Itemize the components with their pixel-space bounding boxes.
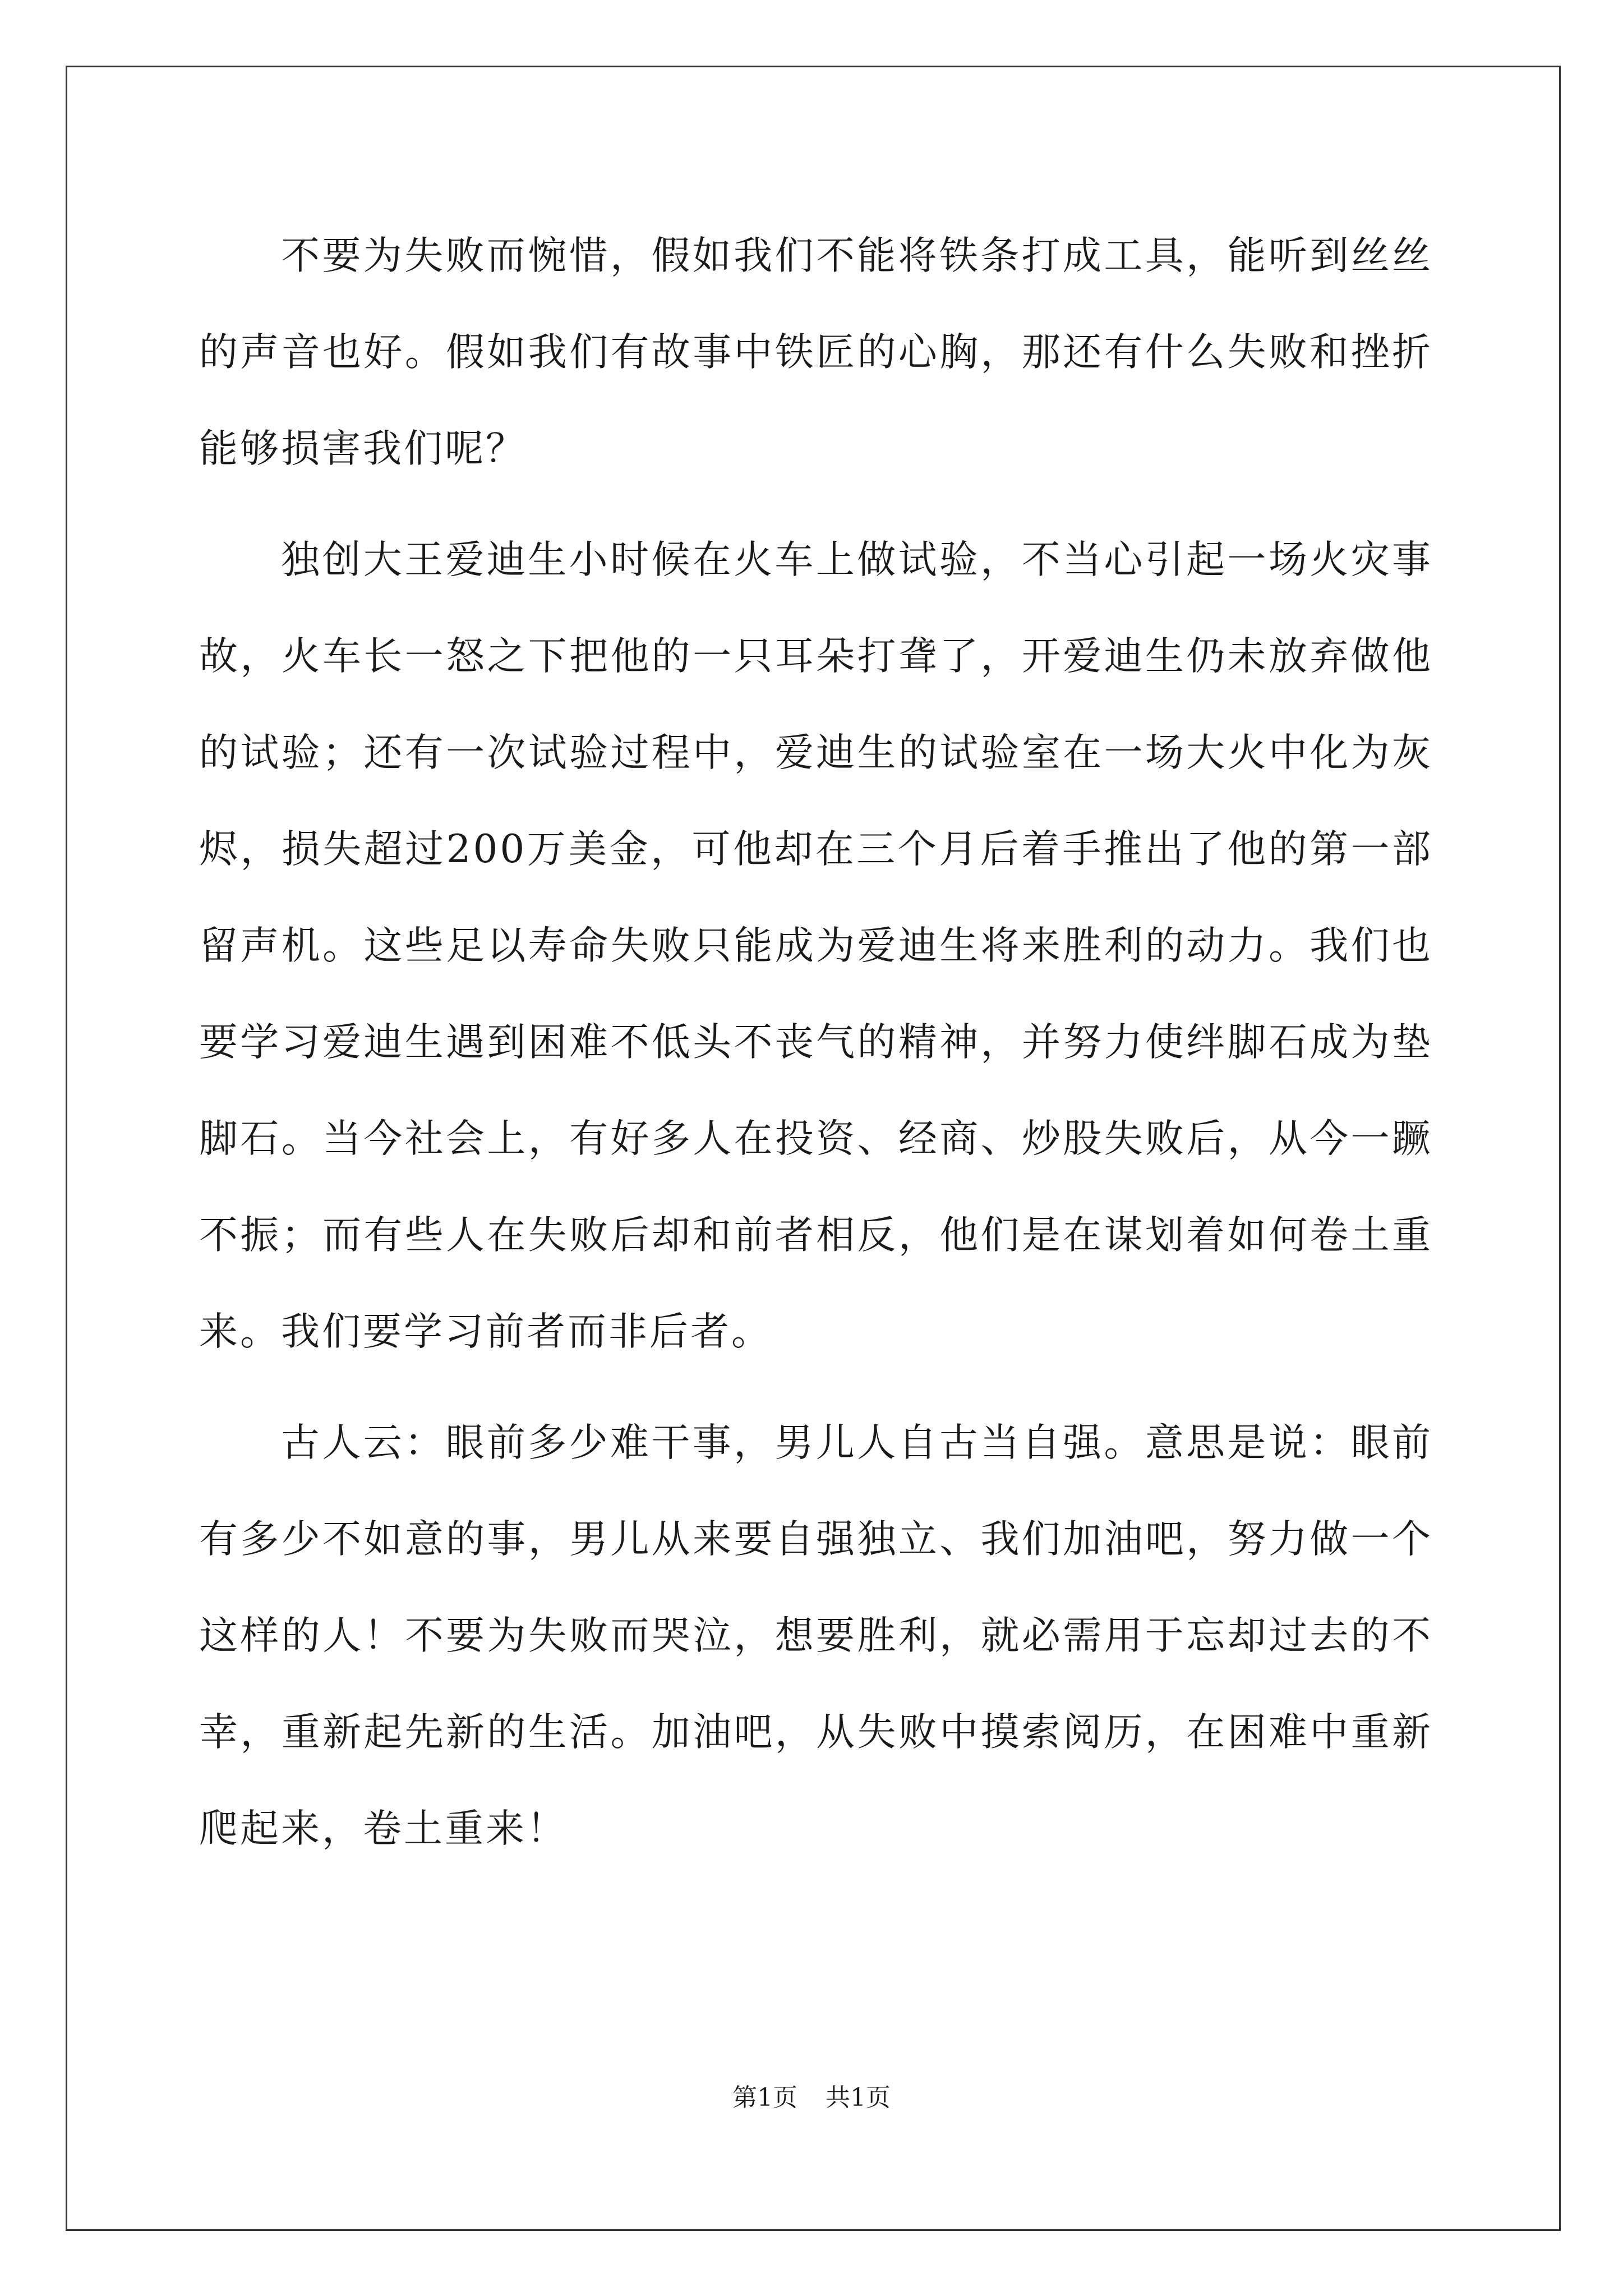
document-body <box>199 208 1433 1892</box>
paragraph-3: 古人云：眼前多少难干事，男儿人自古当自强。意思是说：眼前有多少不如意的事，男儿从来要自强独立、我们加油吧，努力做一个这样的人！不要为失败而哭泣，想要胜利，就必需用于忘却过去的不幸，重新起先新的生活。加油吧，从失败中摸索阅历，在困难中重新爬起来，卷土重来！ <box>199 1420 1433 1851</box>
page-number-total: 共1页 <box>826 2083 891 2112</box>
paragraph-1: 不要为失败而惋惜，假如我们不能将铁条打成工具，能听到丝丝的声音也好。假如我们有故事中铁匠的心胸，那还有什么失败和挫折能够损害我们呢？ <box>199 233 1433 471</box>
paragraph-2: 独创大王爱迪生小时候在火车上做试验，不当心引起一场火灾事故，火车长一怒之下把他的一只耳朵打聋了，开爱迪生仍未放弃做他的试验；还有一次试验过程中，爱迪生的试验室在一场大火中化为灰烬，损失超过200万美金，可他却在三个月后着手推出了他的第一部留声机。这些足以寿命失败只能成为爱迪生将来胜利的动力。我们也要学习爱迪生遇到困难不低头不丧气的精神，并努力使绊脚石成为垫脚石。当今社会上，有好多人在投资、经商、炒股失败后，从今一蹶不振；而有些人在失败后却和前者相反，他们是在谋划着如何卷土重来。我们要学习前者而非后者。 <box>199 537 1433 1354</box>
page-number-current: 第1页 <box>732 2083 797 2112</box>
page-footer <box>0 2081 1623 2115</box>
